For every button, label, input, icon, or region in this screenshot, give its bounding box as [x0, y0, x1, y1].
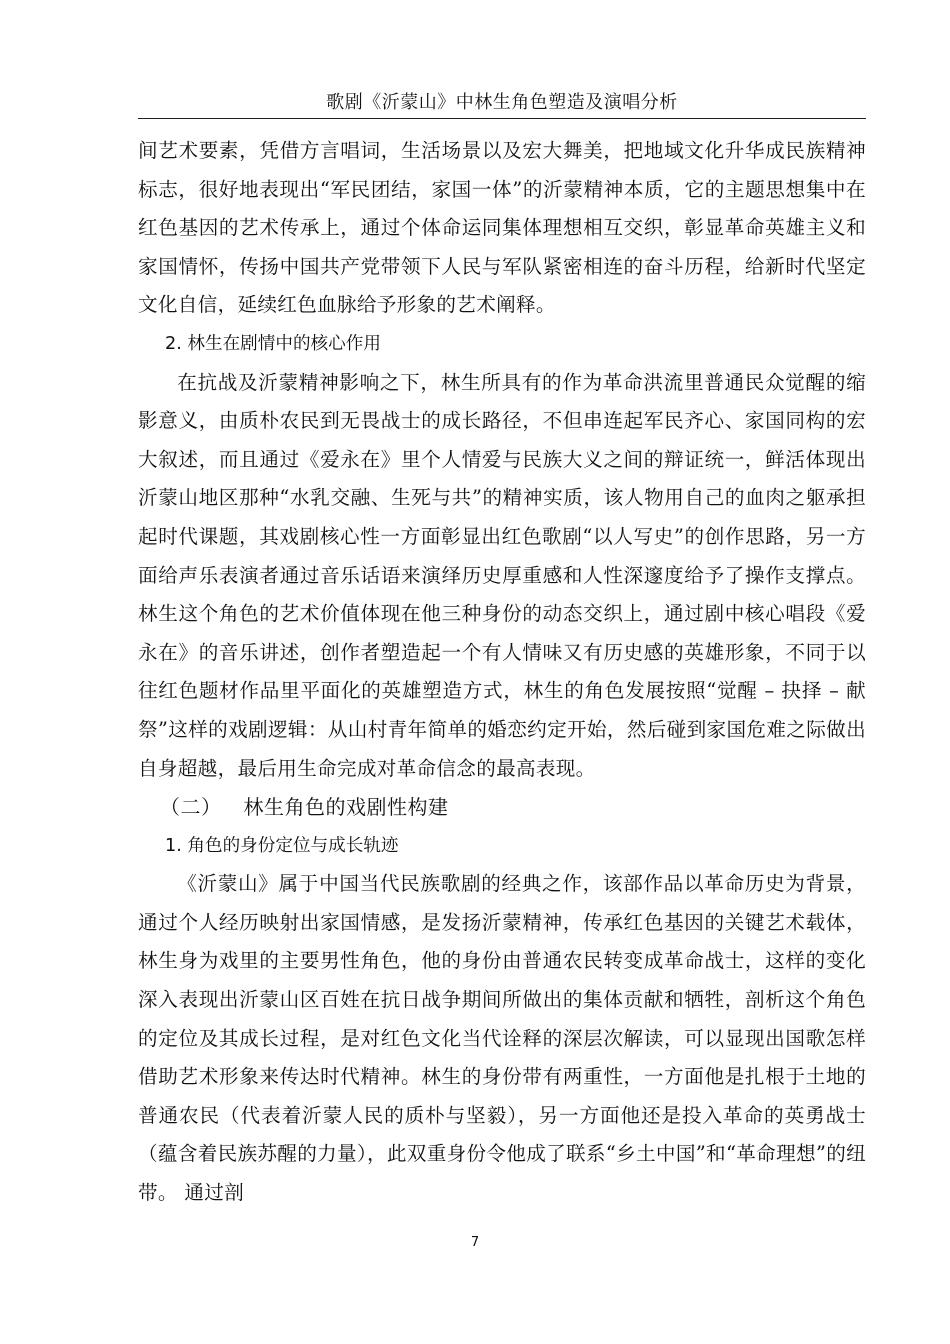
page-number: 7 — [470, 1235, 480, 1250]
section-title: 林生角色的戏剧性构建 — [243, 795, 449, 820]
subheading-core-role: 2. 林生在剧情中的核心作用 — [165, 333, 381, 354]
paragraph-core-role: 在抗战及沂蒙精神影响之下，林生所具有的作为革命洪流里普通民众觉醒的缩影意义，由质朴农民到无畏战士的成长路径，不但串连起军民齐心、家国同构的宏大叙述，而且通过《爱永在》里个人情爱与民族大义之间的辩证统一，鲜活体现出沂蒙山地区那种“水乳交融、生死与共”的精神实质，该人物用自己的血肉之躯承担起时代课题，其戏剧核心性一方面彰显出红色歌剧“以人写史”的创作思路，另一方面给声乐表演者通过音乐话语来演绎历史厚重感和人性深邃度给予了操作支撑点。林生这个角色的艺术价值体现在他三种身份的动态交织上，通过剧中核心唱段《爱永在》的音乐讲述，创作者塑造起一个有人情味又有历史感的英雄形象，不同于以往红色题材作品里平面化的英雄塑造方式，林生的角色发展按照“觉醒 – 抉择 – 献祭”这样的戏剧逻辑：从山村青年简单的婚恋约定开始，然后碰到家国危难之际做出自身超越，最后用生命完成对革命信念的最高表现。 — [138, 370, 866, 780]
section-heading — [138, 788, 866, 827]
subheading-identity: 1. 角色的身份定位与成长轨迹 — [165, 835, 399, 856]
running-header: 歌剧《沂蒙山》中林生角色塑造及演唱分析 — [326, 92, 678, 113]
paragraph-intro: 间艺术要素，凭借方言唱词，生活场景以及宏大舞美，把地域文化升华成民族精神标志，很好地表现出“军民团结，家国一体”的沂蒙精神本质，它的主题思想集中在红色基因的艺术传承上，通过个体命运同集体理想相互交织，彰显革命英雄主义和家国情怀，传扬中国共产党带领下人民与军队紧密相连的奋斗历程，给新时代坚定文化自信，延续红色血脉给予形象的艺术阐释。 — [138, 139, 866, 317]
section-number: （二） — [160, 795, 222, 820]
paragraph-identity: 《沂蒙山》属于中国当代民族歌剧的经典之作，该部作品以革命历史为背景，通过个人经历映射出家国情感，是发扬沂蒙精神，传承红色基因的关键艺术载体，林生身为戏里的主要男性角色，他的身份由普通农民转变成革命战士，这样的变化深入表现出沂蒙山区百姓在抗日战争期间所做出的集体贡献和牺牲，剖析这个角色的定位及其成长过程，是对红色文化当代诠释的深层次解读，可以显现出国歌怎样借助艺术形象来传达时代精神。林生的身份带有两重性，一方面他是扎根于土地的普通农民（代表着沂蒙人民的质朴与坚毅），另一方面他还是投入革命的英勇战士（蕴含着民族苏醒的力量），此双重身份令他成了联系“乡土中国”和“革命理想”的纽带。 通过剖 — [138, 872, 866, 1205]
header-rule — [138, 118, 866, 119]
page-body — [138, 132, 866, 1213]
